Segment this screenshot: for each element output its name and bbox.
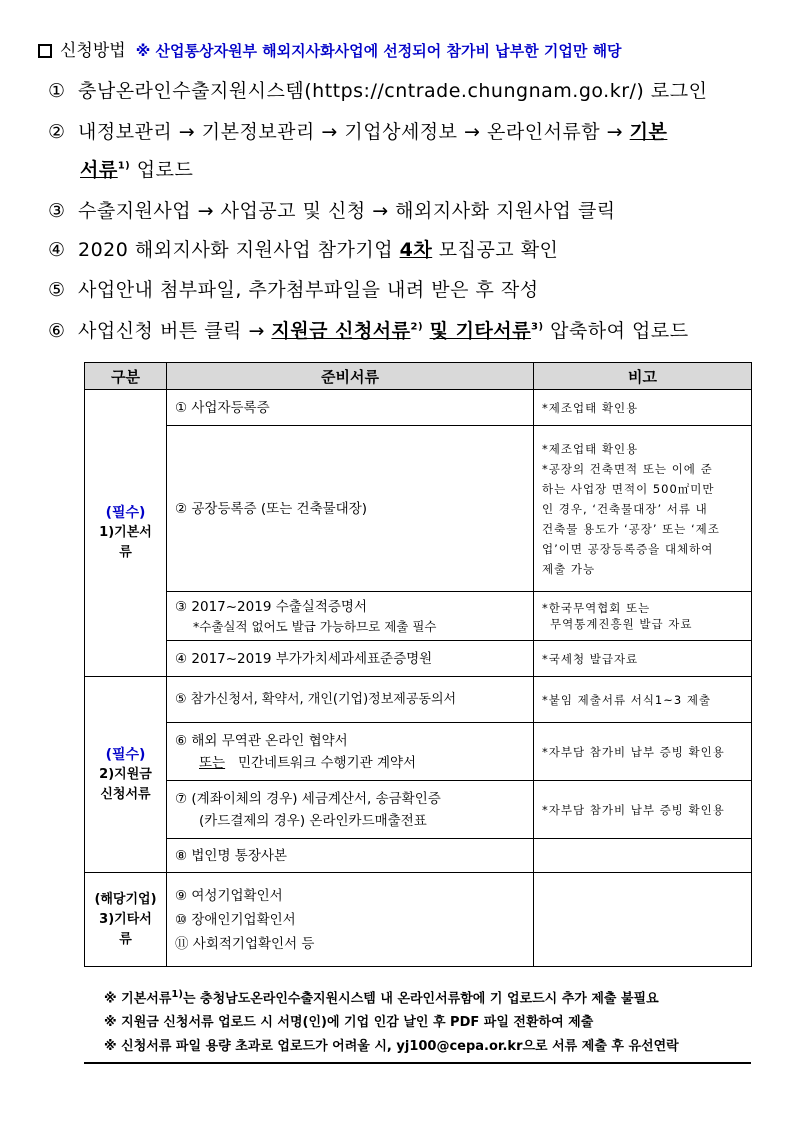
step-1: ① 충남온라인수출지원시스템(https://cntrade.chungnam.go.kr/) 로그인 [48,80,708,102]
documents-table [84,362,752,967]
table-row: ④ 2017~2019 부가가치세과세표준증명원 *국세청 발급자료 [85,641,752,677]
section-heading [38,36,622,61]
header-documents: 준비서류 [167,363,534,390]
table-row: ⑦ (계좌이체의 경우) 세금계산서, 송금확인증 (카드결제의 경우) 온라인카드매출전표 *자부담 참가비 납부 증빙 확인용 [85,781,752,839]
table-row: ② 공장등록증 (또는 건축물대장) *제조업태 확인용 *공장의 건축면적 또는 이에 준 하는 사업장 면적이 500㎡미만 인 경우, ‘건축물대장’ 서류 내 건축물 용도가 ‘공장’ 또는 ‘제조 업’이면 공장등록증을 대체하여 제출 가능 [85,426,752,592]
step-4: ④ 2020 해외지사화 지원사업 참가기업 4차 모집공고 확인 [48,239,559,261]
step-5: ⑤ 사업안내 첨부파일, 추가첨부파일을 내려 받은 후 작성 [48,279,539,301]
step-3: ③ 수출지원사업 → 사업공고 및 신청 → 해외지사화 지원사업 클릭 [48,200,616,222]
footnotes [104,983,679,1059]
table-row: (해당기업) 3)기타서류 ⑨ 여성기업확인서 ⑩ 장애인기업확인서 ⑪ 사회적기업확인서 등 [85,873,752,967]
step-6: ⑥ 사업신청 버튼 클릭 → 지원금 신청서류$^{2)}$ 및 기타서류$^{3)}$ 압축하여 업로드 [48,320,689,342]
table-header-row [85,363,752,390]
footnote-2: ※ 지원금 신청서류 업로드 시 서명(인)에 기업 인감 날인 후 PDF 파일 전환하여 제출 [104,1015,594,1031]
table-row: ⑥ 해외 무역관 온라인 협약서 또는 민간네트워크 수행기관 계약서 *자부담 참가비 납부 증빙 확인용 [85,723,752,781]
header-remarks: 비고 [534,363,752,390]
header-category: 구분 [85,363,167,390]
table-row: ③ 2017~2019 수출실적증명서 *수출실적 없어도 발급 가능하므로 제출 필수 *한국무역협회 또는 무역통계진흥원 발급 자료 [85,592,752,641]
table-row: (필수) 2)지원금 신청서류 ⑤ 참가신청서, 확약서, 개인(기업)정보제공동의서 *붙임 제출서류 서식1~3 제출 [85,677,752,723]
table-row: (필수) 1)기본서류 ① 사업자등록증 *제조업태 확인용 [85,390,752,426]
step-2-continued: 서류$^{1)}$ 업로드 [80,159,194,181]
bottom-divider [84,1062,751,1064]
section-heading-note: ※ 산업통상자원부 해외지사화사업에 선정되어 참가비 납부한 기업만 해당 [135,42,622,60]
table-row: ⑧ 법인명 통장사본 [85,839,752,873]
footnote-3: ※ 신청서류 파일 용량 초과로 업로드가 어려울 시, yj100@cepa.or.kr으로 서류 제출 후 유선연락 [104,1039,679,1055]
category-grant-docs: (필수) 2)지원금 신청서류 [85,677,167,873]
factory-note: *제조업태 확인용 *공장의 건축면적 또는 이에 준 하는 사업장 면적이 500㎡미만 인 경우, ‘건축물대장’ 서류 내 건축물 용도가 ‘공장’ 또는 ‘제조 업’이면 공장등록증을 대체하여 제출 가능 [534,426,752,592]
category-basic-docs: (필수) 1)기본서류 [85,390,167,677]
step-2: ② 내정보관리 → 기본정보관리 → 기업상세정보 → 온라인서류함 → 기본 [48,121,668,143]
footnote-1: ※ 기본서류$^{1)}$는 충청남도온라인수출지원시스템 내 온라인서류함에 기 업로드시 추가 제출 불필요 [104,989,659,1007]
category-other-docs: (해당기업) 3)기타서류 [85,873,167,967]
section-title: 신청방법 [60,41,126,61]
checkbox-icon [38,44,52,58]
